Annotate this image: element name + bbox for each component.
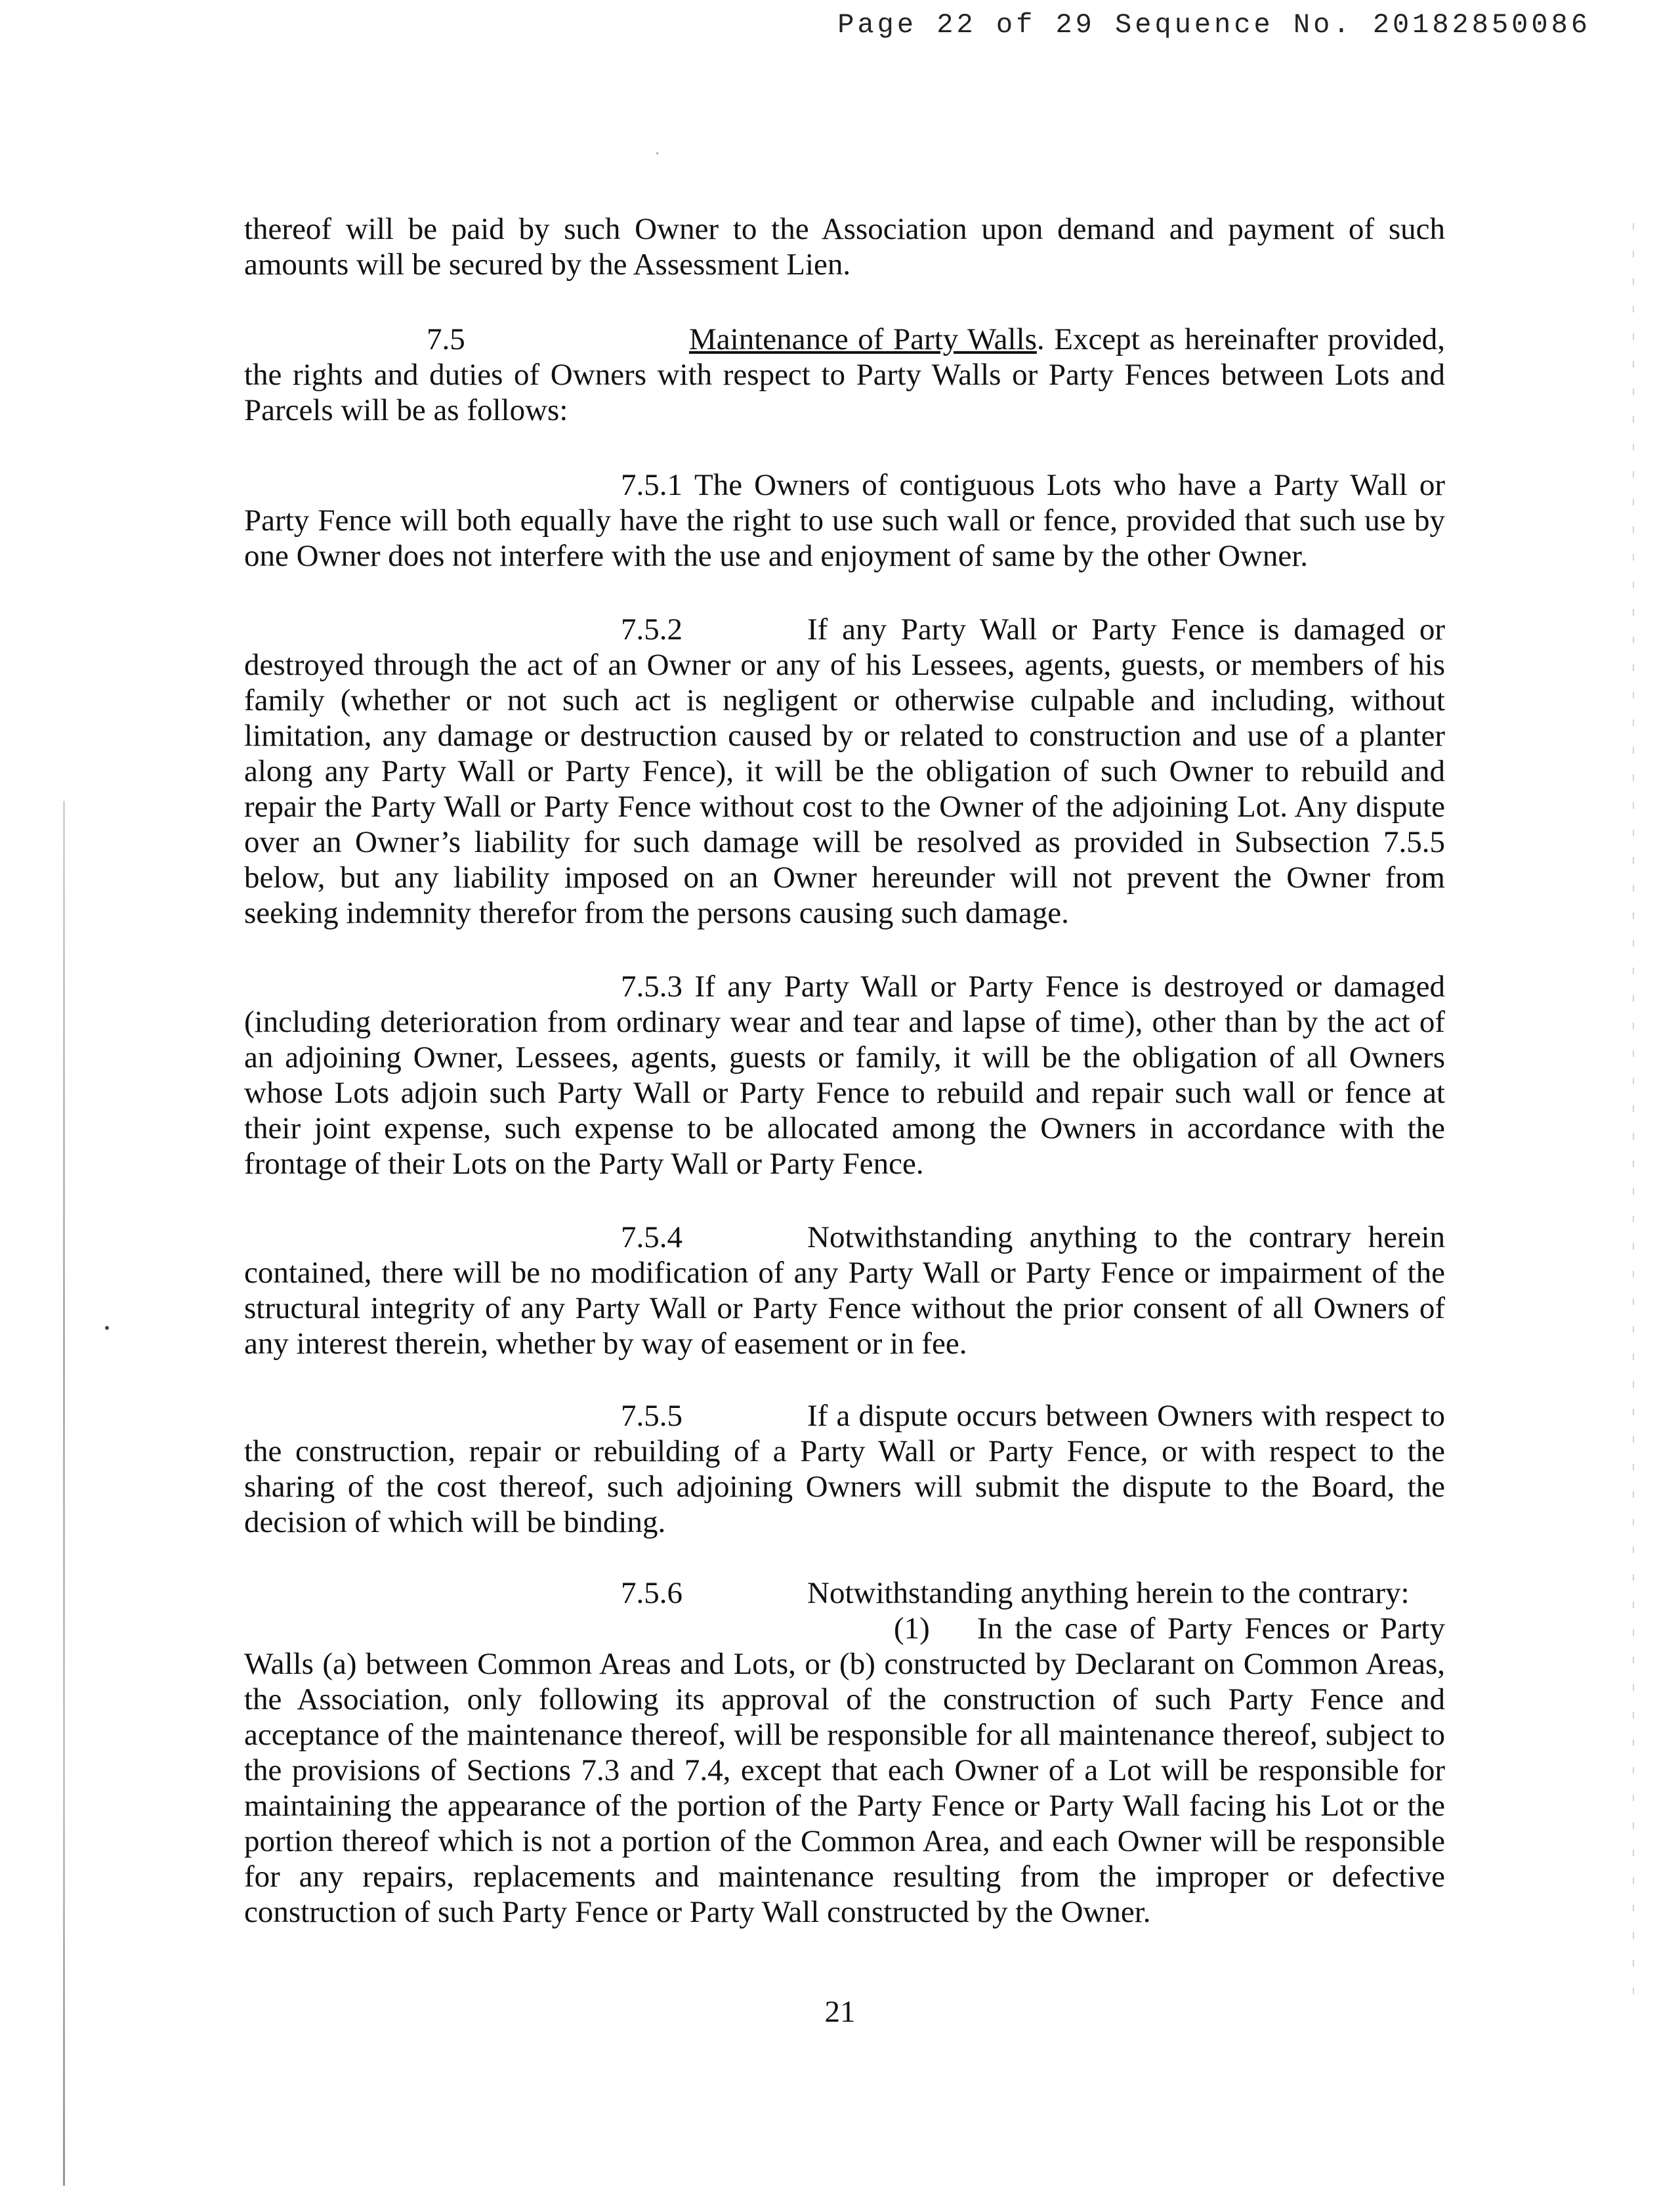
intro-paragraph: thereof will be paid by such Owner to the Association upon demand and payment of such amounts will be secured by the Assessment Lien. (244, 212, 1445, 282)
subsection-7-5-6-number: 7.5.6 (621, 1576, 682, 1610)
page-header: Page 22 of 29 Sequence No. 20182850086 (837, 9, 1591, 41)
scan-edge-right (1633, 223, 1634, 1995)
subsection-7-5-4-number: 7.5.4 (621, 1220, 682, 1254)
subsection-7-5-2-number: 7.5.2 (621, 612, 682, 647)
subsection-7-5-4 (244, 1220, 1445, 1361)
subsection-7-5-2-text: If any Party Wall or Party Fence is damaged or destroyed through the act of an Owner or any of his Lessees, agents, guests, or members of his family (whether or not such act is negligent or otherwise culpable and including, without limitation, any damage or destruction caused by or related to construction and use of a planter along any Party Wall or Party Fence), it will be the obligation of such Owner to rebuild and repair the Party Wall or Party Fence without cost to the Owner of the adjoining Lot. Any dispute over an Owner’s liability for such damage will be resolved as provided in Subsection 7.5.5 below, but any liability imposed on an Owner hereunder will not prevent the Owner from seeking indemnity therefor from the persons causing such damage. (244, 612, 1445, 930)
subsection-7-5-3 (244, 969, 1445, 1182)
section-7-5-title: Maintenance of Party Walls (689, 322, 1037, 356)
subsection-7-5-5 (244, 1398, 1445, 1540)
section-7-5-number: 7.5 (427, 322, 465, 356)
subsection-7-5-6-item-1 (244, 1611, 1445, 1930)
subsection-7-5-3-number: 7.5.3 (621, 970, 682, 1004)
scan-speck (656, 152, 658, 154)
subsection-7-5-6 (244, 1575, 1445, 1611)
subsection-7-5-1-text: The Owners of contiguous Lots who have a Party Wall or Party Fence will both equally have the right to use such wall or fence, provided that such use by one Owner does not interfere with the use and enjoyment of same by the other Owner. (244, 468, 1445, 573)
scan-speck (105, 1326, 109, 1330)
section-7-5-paragraph (244, 322, 1445, 428)
subsection-7-5-4-text: Notwithstanding anything to the contrary herein contained, there will be no modification of any Party Wall or Party Fence or impairment of the structural integrity of any Party Wall or Party Fence without the prior consent of all Owners of any interest therein, whether by way of easement or in fee. (244, 1220, 1445, 1361)
subsection-7-5-1 (244, 467, 1445, 574)
item-1-text: In the case of Party Fences or Party Walls (a) between Common Areas and Lots, or (b) constructed by Declarant on Common Areas, the Association, only following its approval of the construction of such Party Fence and acceptance of the maintenance thereof, will be responsible for all maintenance thereof, subject to the provisions of Sections 7.3 and 7.4, except that each Owner of a Lot will be responsible for maintaining the appearance of the portion of the Party Fence or Party Wall facing his Lot or the portion thereof which is not a portion of the Common Area, and each Owner will be responsible for any repairs, replacements and maintenance resulting from the improper or defective construction of such Party Fence or Party Wall constructed by the Owner. (244, 1611, 1445, 1929)
scan-edge-left (63, 801, 65, 2186)
subsection-7-5-1-number: 7.5.1 (621, 468, 682, 502)
subsection-7-5-6-text: Notwithstanding anything herein to the contrary: (807, 1576, 1410, 1610)
subsection-7-5-2 (244, 612, 1445, 931)
section-7-5-text: . Except as hereinafter provided, the rights and duties of Owners with respect to Party Walls or Party Fences between Lots and Parcels will be as follows: (244, 322, 1445, 427)
subsection-7-5-5-text: If a dispute occurs between Owners with respect to the construction, repair or rebuilding of a Party Wall or Party Fence, or with respect to the sharing of the cost thereof, such adjoining Owners will submit the dispute to the Board, the decision of which will be binding. (244, 1399, 1445, 1539)
page-number: 21 (824, 1995, 856, 2029)
subsection-7-5-3-text: If any Party Wall or Party Fence is destroyed or damaged (including deterioration from ordinary wear and tear and lapse of time), other than by the act of an adjoining Owner, Lessees, agents, guests or family, it will be the obligation of all Owners whose Lots adjoin such Party Wall or Party Fence to rebuild and repair such wall or fence at their joint expense, such expense to be allocated among the Owners in accordance with the frontage of their Lots on the Party Wall or Party Fence. (244, 970, 1446, 1181)
item-1-number: (1) (894, 1611, 930, 1646)
subsection-7-5-5-number: 7.5.5 (621, 1399, 682, 1433)
